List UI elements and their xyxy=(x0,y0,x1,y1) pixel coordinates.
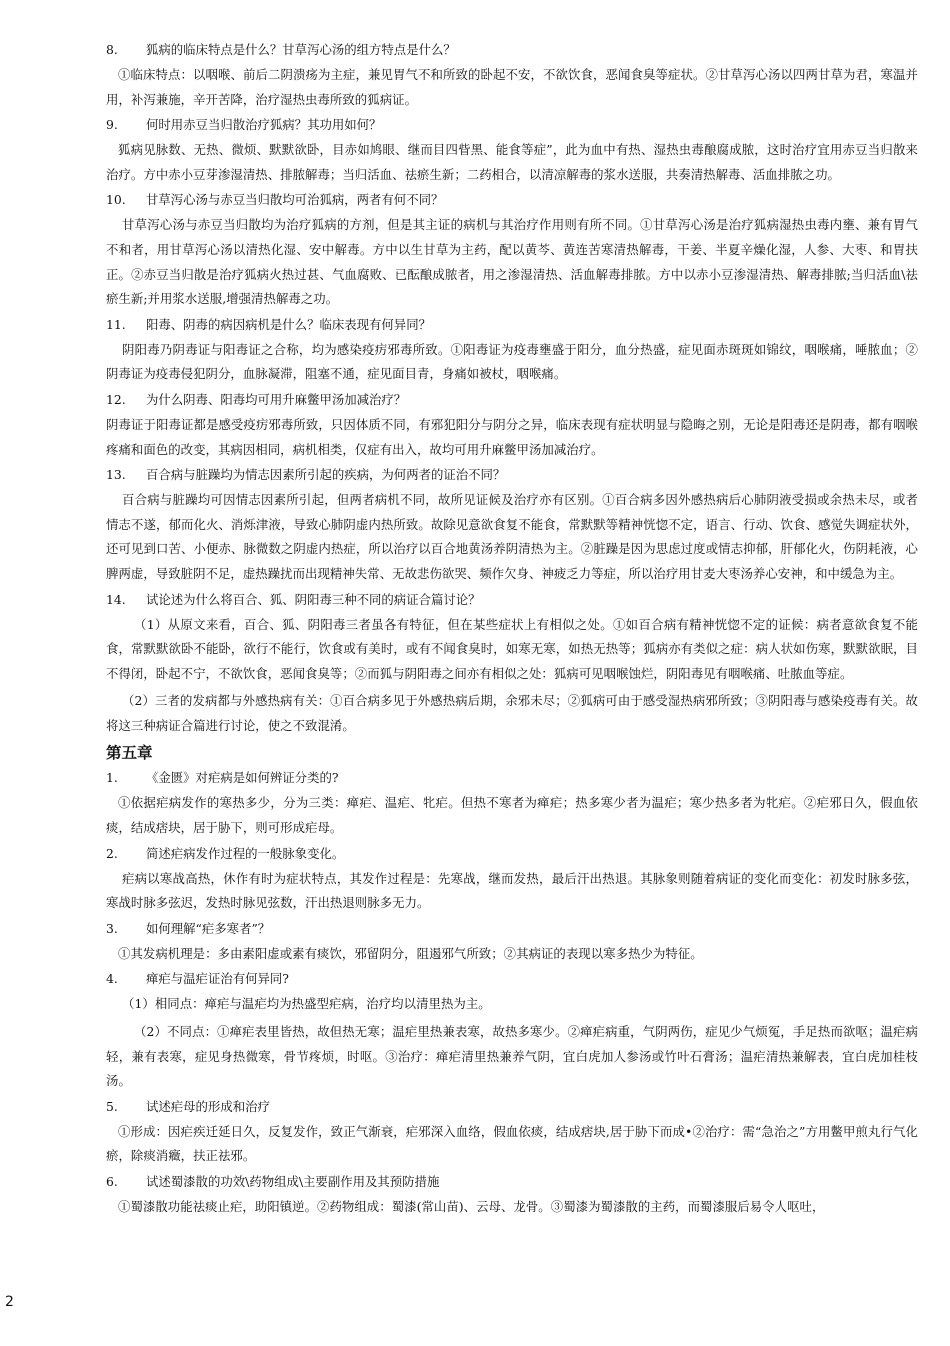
qa-item xyxy=(106,1172,918,1220)
qa-item xyxy=(106,465,918,586)
question-line xyxy=(106,390,918,409)
answer-paragraph: ①依据疟病发作的寒热多少，分为三类：瘅疟、温疟、牝疟。但热不寒者为瘅疟；热多寒少者为温疟；寒少热多者为牝疟。②疟邪日久，假血依痰，结成痞块，居于胁下，则可形成疟母。 xyxy=(106,795,918,836)
question-line xyxy=(106,115,918,134)
question-text: 百合病与脏躁均为情志因素所引起的疾病，为何两者的证治不同？ xyxy=(146,467,506,483)
question-text: 甘草泻心汤与赤豆当归散均可治狐病，两者有何不同？ xyxy=(146,192,444,208)
question-line xyxy=(106,465,918,484)
question-number: 13. xyxy=(106,467,126,483)
document-page xyxy=(106,40,918,1223)
question-number: 12. xyxy=(106,391,126,407)
qa-item xyxy=(106,115,918,187)
question-line xyxy=(106,1172,918,1191)
question-line xyxy=(106,40,918,59)
question-line xyxy=(106,919,918,938)
qa-item xyxy=(106,590,918,739)
answer-paragraph: 狐病见脉数、无热、微烦、默默欲卧，目赤如鸠眼、继而目四眥黑、能食等症”，此为血中有热、湿热虫毒酿腐成脓，这时治疗宜用赤豆当归散来治疗。方中赤小豆芽渗湿清热、排脓解毒；当归活血、祛瘀生新；二药相合，以清凉解毒的浆水送服，共奏清热解毒、活血排脓之功。 xyxy=(106,142,918,182)
question-text: 简述疟病发作过程的一般脉象变化。 xyxy=(146,845,345,861)
question-text: 试述蜀漆散的功效\药物组成\主要副作用及其预防措施 xyxy=(146,1174,440,1189)
question-number: 14. xyxy=(106,591,126,607)
question-number: 5. xyxy=(106,1098,118,1114)
question-number: 10. xyxy=(106,192,126,208)
answer-paragraph: ①形成：因疟疾迁延日久，反复发作，致正气渐衰，疟邪深入血络，假血依痰，结成痞块,居于胁下而成•②治疗：需“急治之”方用鳖甲煎丸行气化瘀，除痰消癥，扶正祛邪。 xyxy=(106,1123,918,1164)
answer-paragraph: 阴阳毒乃阴毒证与阳毒证之合称，均为感染疫疠邪毒所致。①阳毒证为疫毒壅盛于阳分，血分热盛，症见面赤斑斑如锦纹，咽喉痛，唾脓血；②阴毒证为疫毒侵犯阴分，血脉凝滞，阻塞不通，症见面目青，身痛如被杖，咽喉痛。 xyxy=(106,341,918,382)
answer-paragraph: 甘草泻心汤与赤豆当归散均为治疗狐病的方剂，但是其主证的病机与其治疗作用则有所不同。①甘草泻心汤是治疗狐病湿热虫毒内壅、兼有胃气不和者，用甘草泻心汤以清热化湿、安中解毒。方中以生甘草为主药，配以黄芩、黄连苦寒清热解毒，干姜、半夏辛燥化湿，人参、大枣、和胃扶正。②赤豆当归散是治疗狐病火热过甚、气血腐败、已酝酿成脓者，用之渗湿清热、活血解毒排脓。方中以赤小豆渗湿清热、解毒排脓;当归活血\祛瘀生新;并用浆水送服,增强清热解毒之功。 xyxy=(106,217,918,307)
answer-paragraph: ①蜀漆散功能祛痰止疟，助阳镇逆。②药物组成：蜀漆(常山苗)、云母、龙骨。③蜀漆为蜀漆散的主药，而蜀漆服后易令人呕吐， xyxy=(118,1199,825,1214)
answer-paragraph: （2）不同点：①瘅疟表里皆热，故但热无寒；温疟里热兼表寒，故热多寒少。②瘅疟病重，气阴两伤，症见少气烦冤，手足热而欲呕；温疟病轻，兼有表寒，症见身热微寒，骨节疼烦，时呕。③治疗：瘅疟清里热兼养气阴，宜白虎加人参汤或竹叶石膏汤；温疟清热兼解表，宜白虎加桂枝汤。 xyxy=(106,1024,918,1089)
answer-paragraph: ①其发病机理是：多由素阳虚或素有痰饮，邪留阴分，阻遏邪气所致；②其病证的表现以寒多热少为特征。 xyxy=(118,945,703,961)
qa-item xyxy=(106,919,918,967)
question-text: 狐病的临床特点是什么？甘草泻心汤的组方特点是什么？ xyxy=(146,42,456,57)
qa-item xyxy=(106,969,918,1093)
question-line xyxy=(106,768,918,787)
question-number: 4. xyxy=(106,971,118,987)
question-text: 试述疟母的形成和治疗 xyxy=(146,1098,270,1114)
question-number: 9. xyxy=(106,117,118,133)
question-line xyxy=(106,190,918,209)
question-line xyxy=(106,315,918,334)
qa-item xyxy=(106,1097,918,1169)
question-line xyxy=(106,590,918,609)
qa-item xyxy=(106,768,918,840)
page-number: 2 xyxy=(5,1294,14,1310)
answer-paragraph: ①临床特点：以咽喉、前后二阴溃疡为主症，兼见胃气不和所致的卧起不安，不欲饮食，恶闻食臭等症状。②甘草泻心汤以四两甘草为君，寒温并用，补泻兼施，辛开苦降，治疗湿热虫毒所致的狐病证。 xyxy=(106,67,918,107)
question-text: 瘅疟与温疟证治有何异同? xyxy=(146,971,289,987)
answer-paragraph: （1）相同点：瘅疟与温疟均为热盛型疟病，治疗均以清里热为主。 xyxy=(122,996,491,1012)
answer-paragraph: （1）从原文来看，百合、狐、阴阳毒三者虽各有特征，但在某些症状上有相似之处。①如百合病有精神恍惚不定的证候：病者意欲食复不能食，常默默欲卧不能卧，欲行不能行，饮食或有美时，或有不闻食臭时，如寒无寒，如热无热等；狐病亦有类似之症：病人状如伤寒，默默欲眠，目不得闭，卧起不宁，不欲饮食，恶闻食臭等；②而狐与阴阳毒之间亦有相似之处：狐病可见咽喉蚀烂，阴阳毒见有咽喉痛、吐脓血等症。 xyxy=(106,616,918,681)
question-number: 1. xyxy=(106,770,118,786)
qa-item xyxy=(106,40,918,112)
question-text: 《金匮》对疟病是如何辨证分类的? xyxy=(146,770,339,786)
answer-paragraph: 百合病与脏躁均可因情志因素所引起，但两者病机不同，故所见证候及治疗亦有区别。①百合病多因外感热病后心肺阴液受损或余热未尽，或者情志不遂，郁而化火、消烁津液，导致心肺阴虚内热所致。故除见意欲食复不能食，常默默等精神恍惚不定，语言、行动、饮食、感觉失调症状外，还可见到口苦、小便赤、脉微数之阴虚内热症，所以治疗以百合地黄汤养阴清热为主。②脏躁是因为思虑过度或情志抑郁，肝郁化火，伤阴耗液，心脾两虚，导致脏阴不足，虚热躁扰而出现精神失常、无故悲伤欲哭、频作欠身、神疲乏力等症，所以治疗用甘麦大枣汤养心安神，和中缓急为主。 xyxy=(106,492,918,581)
question-text: 试论述为什么将百合、狐、阴阳毒三种不同的病证合篇讨论？ xyxy=(146,591,481,607)
question-text: 为什么阴毒、阳毒均可用升麻鳖甲汤加减治疗？ xyxy=(146,391,407,407)
question-number: 6. xyxy=(106,1174,118,1189)
question-number: 8. xyxy=(106,42,118,57)
qa-item xyxy=(106,390,918,462)
question-text: 阳毒、阴毒的病因病机是什么？临床表现有何异同？ xyxy=(146,316,431,332)
question-text: 如何理解“疟多寒者”？ xyxy=(146,920,271,936)
chapter-title: 第五章 xyxy=(106,744,153,763)
qa-item xyxy=(106,844,918,916)
qa-item xyxy=(106,190,918,311)
question-number: 2. xyxy=(106,845,118,861)
question-line xyxy=(106,844,918,863)
question-line xyxy=(106,1097,918,1116)
question-number: 3. xyxy=(106,920,118,936)
answer-paragraph: 疟病以寒战高热，休作有时为症状特点，其发作过程是：先寒战，继而发热，最后汗出热退。其脉象则随着病证的变化而变化：初发时脉多弦，寒战时脉多弦迟，发热时脉见弦数，汗出热退则脉多无力。 xyxy=(106,870,918,911)
qa-item xyxy=(106,315,918,387)
question-text: 何时用赤豆当归散治疗狐病？其功用如何？ xyxy=(146,117,382,133)
question-line xyxy=(106,969,918,988)
question-number: 11. xyxy=(106,316,126,332)
answer-paragraph: 阴毒证于阳毒证都是感受疫疠邪毒所致，只因体质不同，有邪犯阳分与阴分之异，临床表现有症状明显与隐晦之别，无论是阳毒还是阴毒，都有咽喉疼痛和面色的改变，其病因相同，病机相类，仅症有出入，故均可用升麻鳖甲汤加减治疗。 xyxy=(106,416,918,457)
answer-paragraph: （2）三者的发病都与外感热病有关：①百合病多见于外感热病后期，余邪未尽；②狐病可由于感受湿热病邪所致；③阴阳毒与感染疫毒有关。故将这三种病证合篇进行讨论，使之不致混淆。 xyxy=(106,693,918,733)
